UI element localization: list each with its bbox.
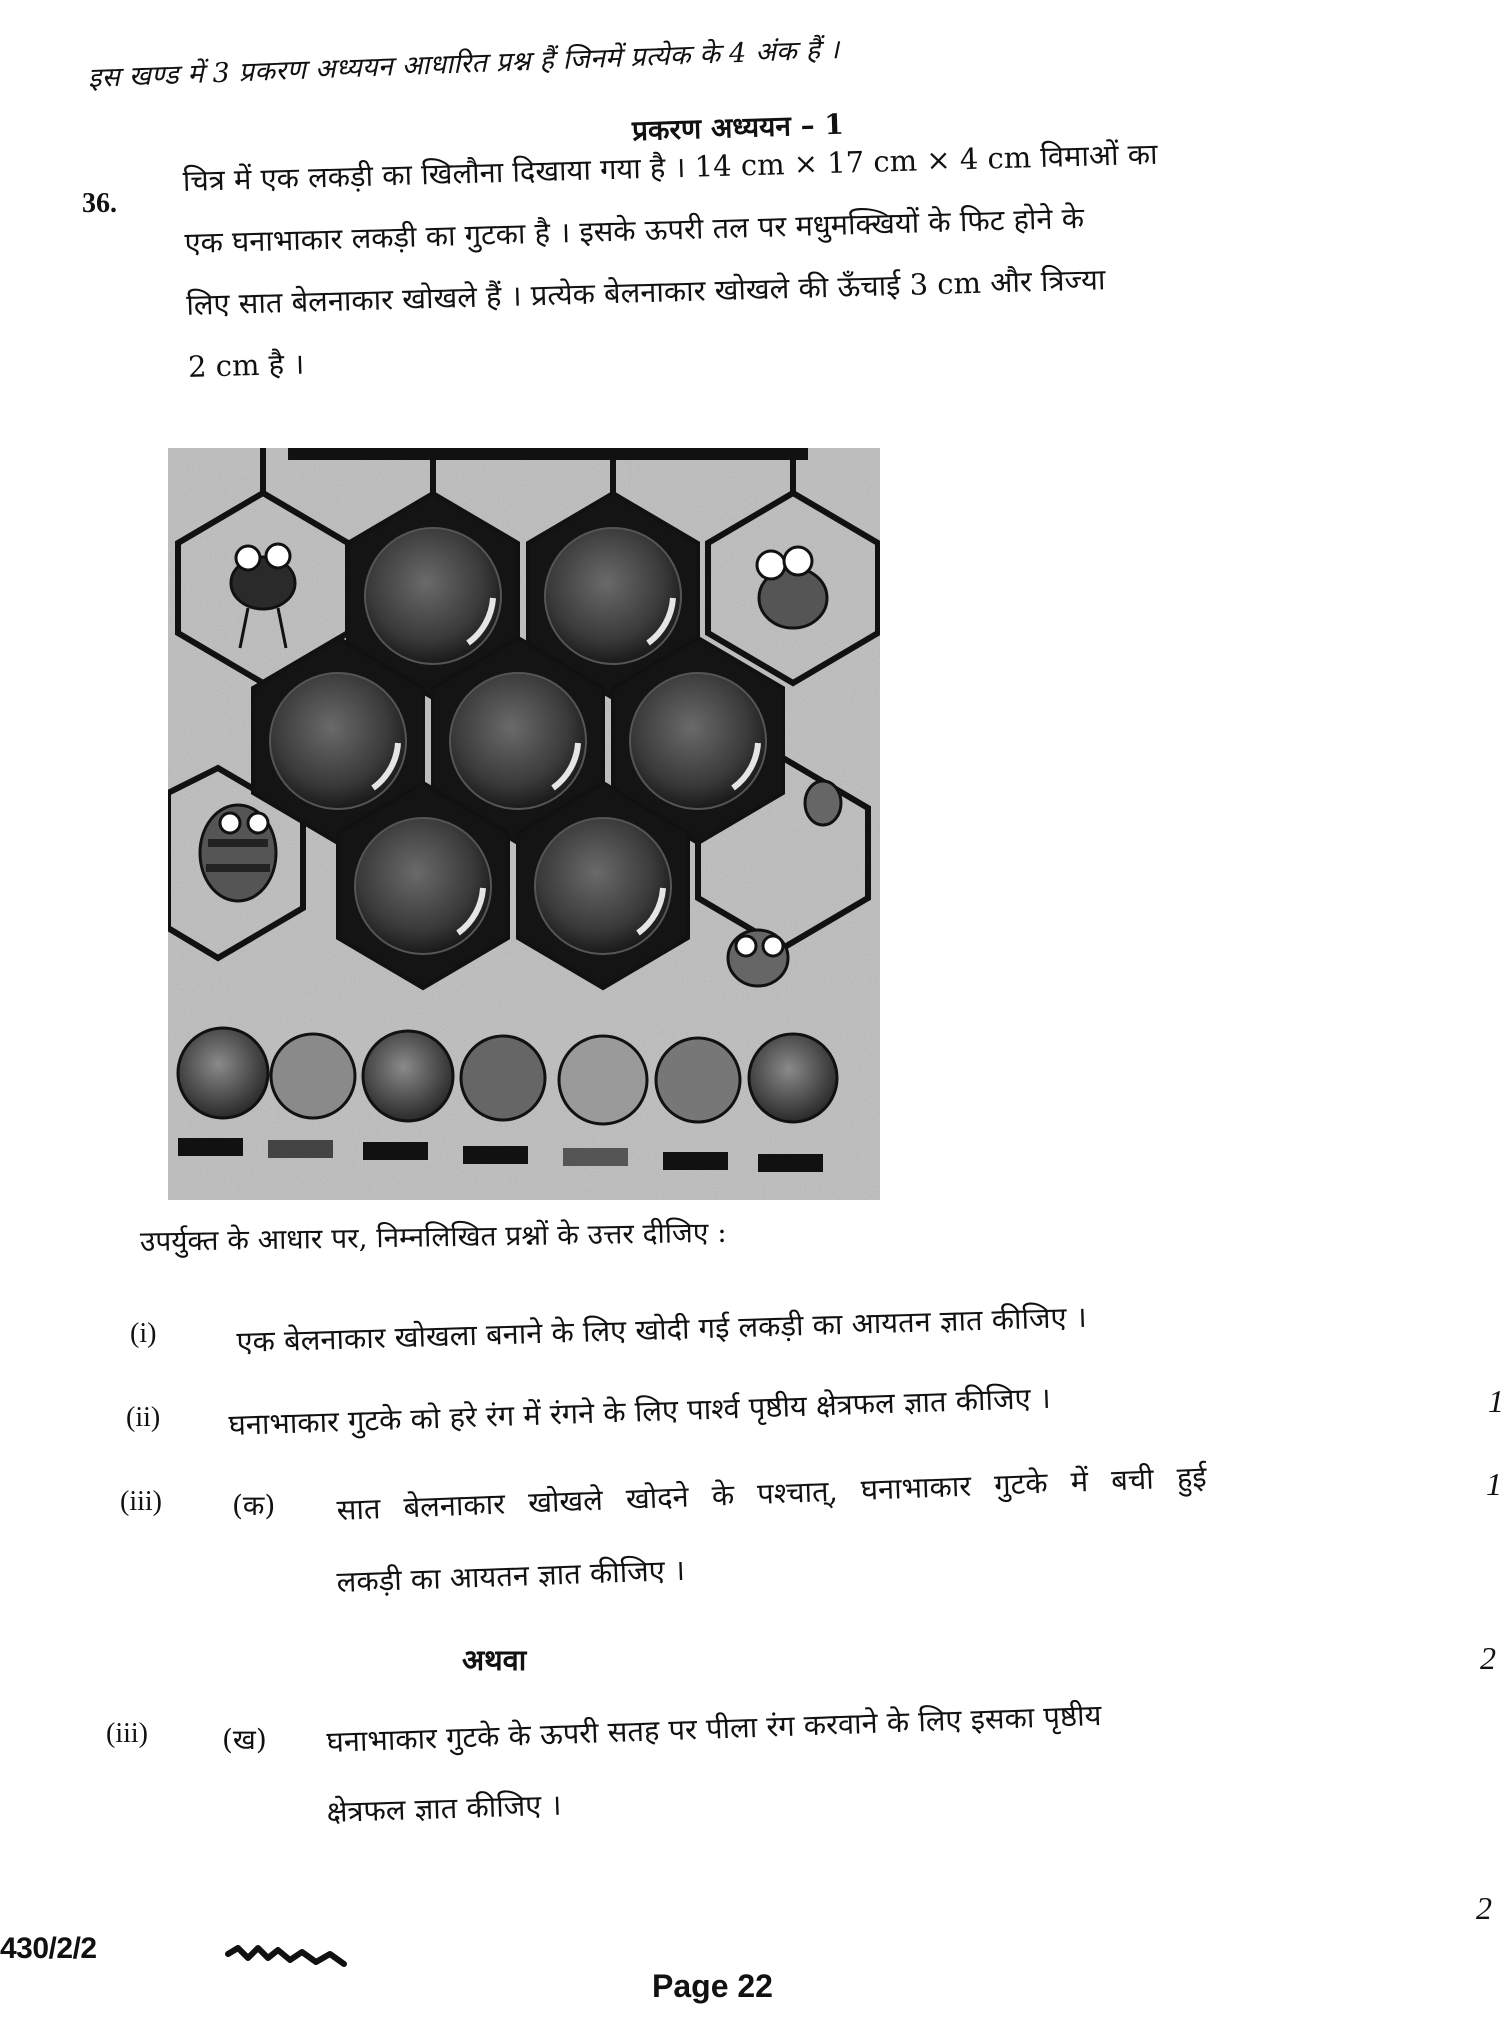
marks-value: 1 — [1488, 1383, 1504, 1419]
squiggle-ornament-icon — [224, 1942, 366, 1968]
stem-line: 2 cm है । — [187, 346, 305, 384]
sub-question-text: घनाभाकार गुटके के ऊपरी सतह पर पीला रंग करवाने के लिए इसका पृष्ठीय — [326, 1697, 1102, 1759]
page-number: Page 22 — [652, 1968, 773, 2004]
paper-code: 430/2/2 — [0, 1932, 97, 1965]
sub-question-text: सात बेलनाकार खोखले खोदने के पश्चात्, घनाभाकार गुटके में बची हुई — [336, 1459, 1208, 1527]
sub-question-text: घनाभाकार गुटके को हरे रंग में रंगने के लिए पार्श्व पृष्ठीय क्षेत्रफल ज्ञात कीजिए । — [228, 1380, 1052, 1442]
stem-line: एक घनाभाकार लकड़ी का गुटका है । इसके ऊपरी तल पर मधुमक्खियों के फिट होने के — [184, 200, 1085, 260]
marks-value: 2 — [1476, 1890, 1492, 1926]
honeycomb-toy-figure — [168, 448, 880, 1200]
sub-question-option: (ख) — [222, 1723, 267, 1756]
marks-value: 2 — [1480, 1640, 1496, 1676]
honeycomb-toy-image — [168, 448, 880, 1200]
instruction-prompt: उपर्युक्त के आधार पर, निम्नलिखित प्रश्नों के उत्तर दीजिए : — [139, 1215, 727, 1258]
marks-value: 1 — [1486, 1466, 1502, 1502]
sub-question-label: (iii) — [106, 1718, 148, 1749]
or-divider: अथवा — [462, 1643, 527, 1677]
sub-question-text: एक बेलनाकार खोखला बनाने के लिए खोदी गई लकड़ी का आयतन ज्ञात कीजिए । — [236, 1299, 1088, 1359]
question-stem — [182, 115, 1448, 398]
stem-line: लिए सात बेलनाकार खोखले हैं । प्रत्येक बेलनाकार खोखले की ऊँचाई 3 cm और त्रिज्या — [185, 262, 1106, 322]
sub-question-label: (ii) — [126, 1402, 161, 1433]
case-study-title: प्रकरण अध्ययन – 1 — [631, 107, 845, 148]
stem-line: चित्र में एक लकड़ी का खिलौना दिखाया गया है । 14 cm × 17 cm × 4 cm विमाओं का — [182, 136, 1158, 198]
sub-question-text: लकड़ी का आयतन ज्ञात कीजिए । — [336, 1552, 686, 1599]
question-number: 36. — [82, 188, 117, 219]
sub-question-text: क्षेत्रफल ज्ञात कीजिए । — [326, 1787, 562, 1829]
sub-question-label: (i) — [130, 1318, 157, 1349]
sub-question-option: (क) — [232, 1489, 276, 1522]
sub-question-label: (iii) — [120, 1486, 162, 1517]
section-instruction: इस खण्ड में 3 प्रकरण अध्ययन आधारित प्रश्न हैं जिनमें प्रत्येक के 4 अंक हैं । — [87, 34, 841, 94]
